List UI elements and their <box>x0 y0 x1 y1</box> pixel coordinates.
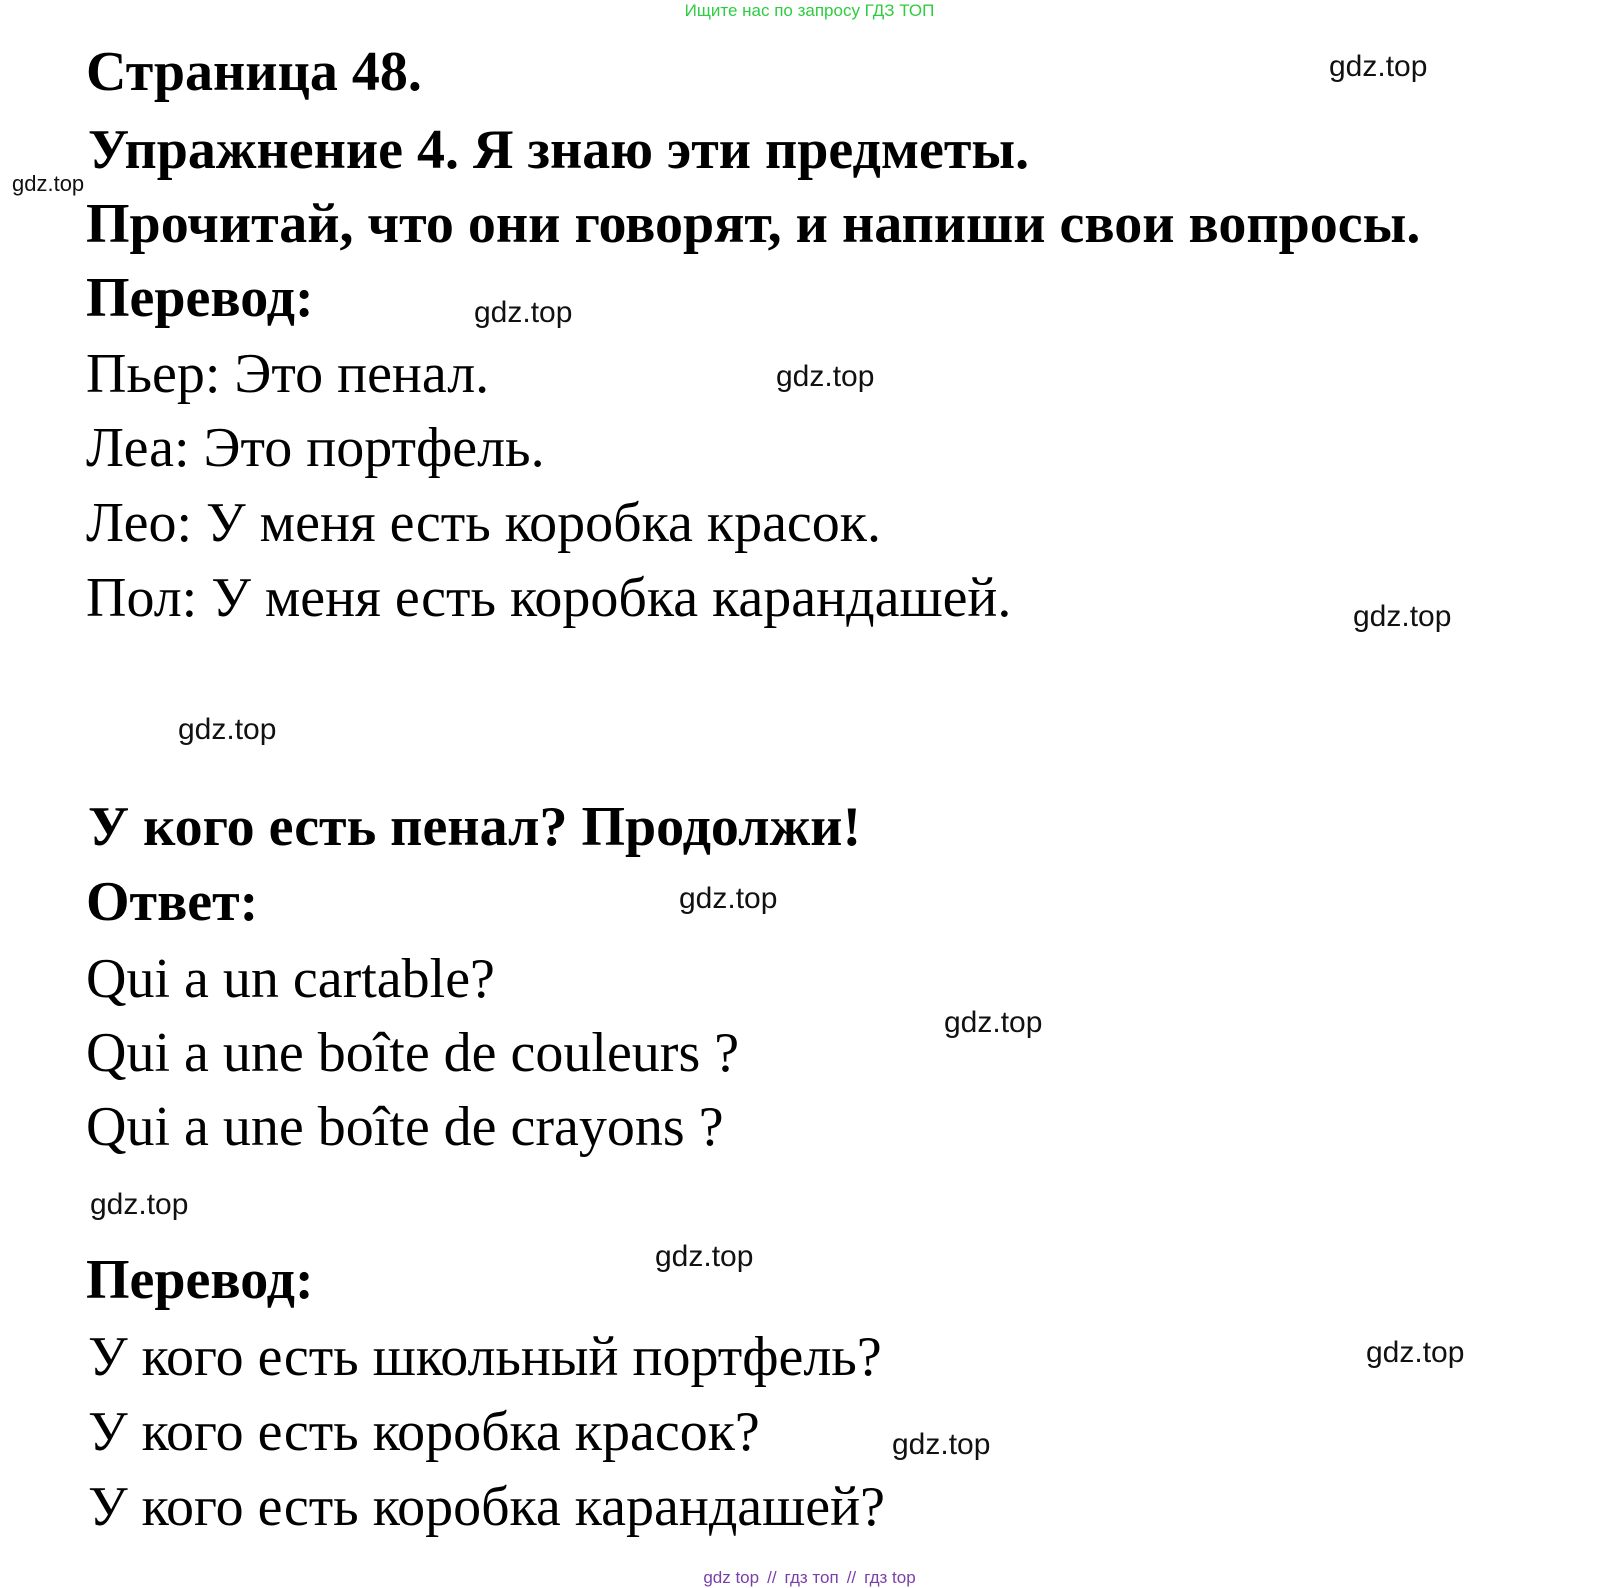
watermark: gdz.top <box>1353 600 1452 633</box>
page-title: Страница 48. <box>86 41 422 103</box>
translation-line: Лео: У меня есть коробка красок. <box>86 492 881 554</box>
bottom-banner-link[interactable]: гдз top <box>864 1568 916 1587</box>
translation-line: Пол: У меня есть коробка карандашей. <box>86 567 1012 629</box>
watermark: gdz.top <box>1366 1336 1465 1369</box>
watermark: gdz.top <box>944 1006 1043 1039</box>
watermark: gdz.top <box>679 882 778 915</box>
answer-line: Qui a une boîte de couleurs ? <box>86 1022 740 1084</box>
exercise-instruction: Прочитай, что они говорят, и напиши свои вопросы. <box>86 193 1421 255</box>
answer-heading: Ответ: <box>86 871 259 933</box>
separator: // <box>846 1568 857 1587</box>
watermark: gdz.top <box>776 360 875 393</box>
watermark: gdz.top <box>655 1240 754 1273</box>
task-title: У кого есть пенал? Продолжи! <box>88 796 862 858</box>
translation-line: У кого есть коробка красок? <box>88 1401 760 1463</box>
bottom-banner-link[interactable]: gdz top <box>703 1568 760 1587</box>
top-banner[interactable]: Ищите нас по запросу ГДЗ ТОП <box>684 1 935 20</box>
translation-line: Пьер: Это пенал. <box>86 343 490 405</box>
bottom-banner[interactable] <box>0 1568 1619 1588</box>
answer-line: Qui a une boîte de crayons ? <box>86 1096 724 1158</box>
translation-line: У кого есть школьный портфель? <box>88 1326 882 1388</box>
watermark: gdz.top <box>178 713 277 746</box>
translation-line: Леа: Это портфель. <box>86 417 545 479</box>
translation-line: У кого есть коробка карандашей? <box>88 1476 885 1538</box>
watermark: gdz.top <box>474 296 573 329</box>
watermark: gdz.top <box>1329 50 1428 83</box>
watermark: gdz.top <box>892 1428 991 1461</box>
watermark: gdz.top <box>90 1188 189 1221</box>
bottom-banner-link[interactable]: гдз топ <box>784 1568 839 1587</box>
answer-line: Qui a un cartable? <box>86 948 495 1010</box>
translation-heading: Перевод: <box>86 1249 314 1311</box>
watermark: gdz.top <box>12 171 85 196</box>
exercise-title: Упражнение 4. Я знаю эти предметы. <box>88 119 1030 181</box>
separator: // <box>767 1568 777 1587</box>
translation-heading: Перевод: <box>86 267 314 329</box>
